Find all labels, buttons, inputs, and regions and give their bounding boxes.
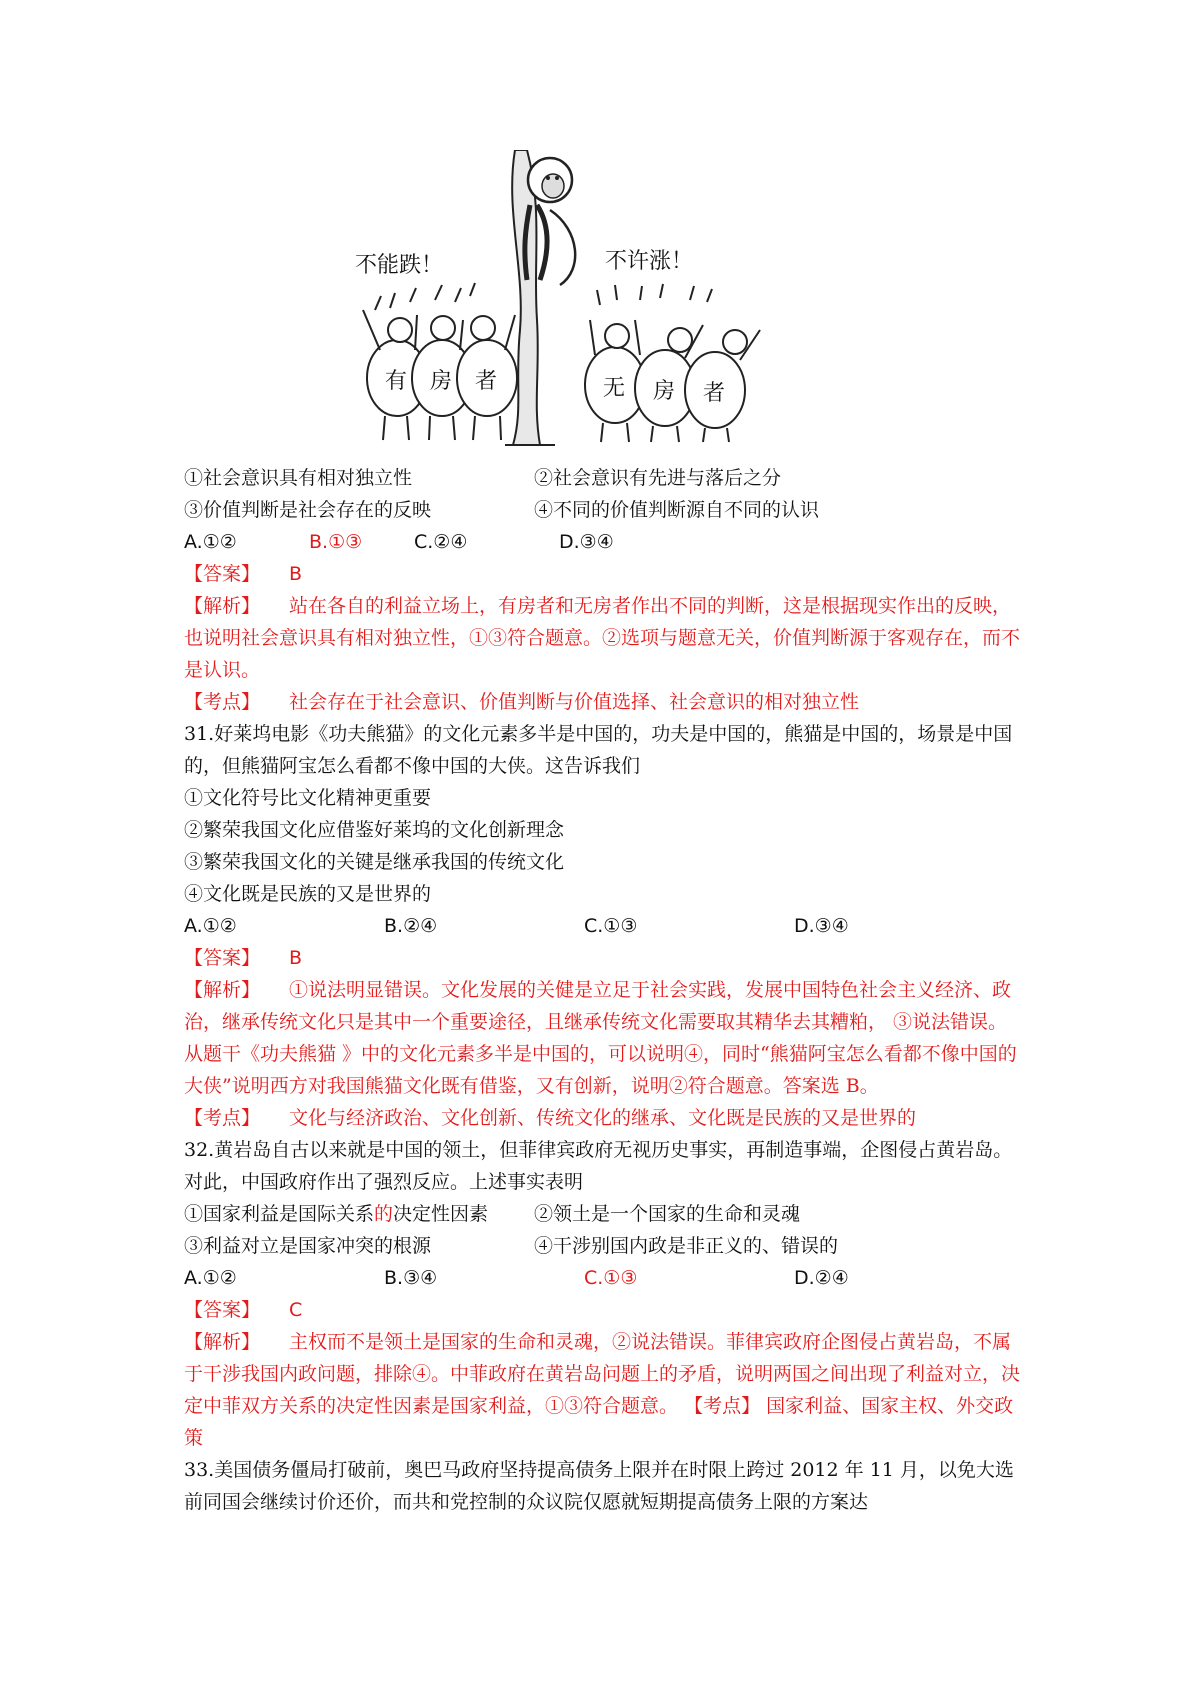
q31-choices: [184, 910, 1024, 942]
answer-value: B: [289, 947, 303, 969]
q30-option-4: ④不同的价值判断源自不同的认识: [534, 499, 820, 521]
q31-analysis: [184, 974, 1024, 1102]
q32-option-3: ③利益对立是国家冲突的根源: [184, 1235, 432, 1257]
point-text: 社会存在于社会意识、价值判断与价值选择、社会意识的相对独立性: [289, 691, 860, 713]
analysis-tag: 【解析】: [184, 1331, 261, 1353]
q32-stem: 32.黄岩岛自古以来就是中国的领土，但菲律宾政府无视历史事实，再制造事端，企图侵占黄岩岛。对此，中国政府作出了强烈反应。上述事实表明: [184, 1139, 1013, 1193]
analysis-tag: 【解析】: [184, 595, 261, 617]
q31-choice-d: D.③④: [794, 915, 849, 937]
q30-point: [184, 686, 1024, 718]
q32-answer: [184, 1294, 1024, 1326]
answer-value: B: [289, 563, 303, 585]
q32-option-2: ②领土是一个国家的生命和灵魂: [534, 1203, 801, 1225]
q31-stem: 31.好莱坞电影《功夫熊猫》的文化元素多半是中国的，功夫是中国的，熊猫是中国的，场景是中国的，但熊猫阿宝怎么看都不像中国的大侠。这告诉我们: [184, 723, 1013, 777]
q32-option-1-red: 的: [374, 1203, 394, 1225]
point-tag: 【考点】: [184, 1107, 261, 1129]
cartoon-left-text: 不能跌！: [355, 253, 444, 278]
q30-options-row-1: [184, 462, 1024, 494]
q30-option-1: ①社会意识具有相对独立性: [184, 467, 413, 489]
q32-analysis: [184, 1326, 1024, 1454]
q31-choice-b: B.②④: [384, 915, 438, 937]
answer-tag: 【答案】: [184, 1299, 261, 1321]
q32-options-row-1: [184, 1198, 1024, 1230]
q30-choice-a: A.①②: [184, 531, 237, 553]
cartoon-left-char-3: 者: [475, 369, 498, 394]
q31-option-1: ①文化符号比文化精神更重要: [184, 787, 432, 809]
q30-options-row-2: [184, 494, 1024, 526]
cartoon-left-char-1: 有: [385, 369, 408, 394]
cartoon-right-char-2: 房: [653, 379, 676, 404]
answer-value: C: [289, 1299, 303, 1321]
q33-stem: 33.美国债务僵局打破前，奥巴马政府坚持提高债务上限并在时限上跨过 2012 年 11 月，以免大选前同国会继续讨价还价，而共和党控制的众议院仅愿就短期提高债务上限的方案达: [184, 1459, 1014, 1513]
q31-choice-c: C.①③: [584, 915, 638, 937]
q32-choice-c: C.①③: [584, 1267, 638, 1289]
q32-choice-b: B.③④: [384, 1267, 438, 1289]
answer-tag: 【答案】: [184, 563, 261, 585]
q31-option-3: ③繁荣我国文化的关键是继承我国的传统文化: [184, 851, 565, 873]
q30-choice-d: D.③④: [559, 531, 614, 553]
cartoon-right-char-3: 者: [703, 381, 726, 406]
q32-option-1: [184, 1198, 534, 1230]
cartoon-right-char-1: 无: [603, 376, 626, 401]
q30-choice-b: B.①③: [309, 531, 363, 553]
q32-option-1-post: 决定性因素: [393, 1203, 489, 1225]
analysis-tag: 【解析】: [184, 979, 261, 1001]
q31-answer: [184, 942, 1024, 974]
q30-option-3: ③价值判断是社会存在的反映: [184, 499, 432, 521]
q32-options-row-2: [184, 1230, 1024, 1262]
cartoon-illustration: [355, 150, 850, 450]
answer-tag: 【答案】: [184, 947, 261, 969]
q30-option-2: ②社会意识有先进与落后之分: [534, 467, 782, 489]
point-tag: 【考点】: [684, 1395, 761, 1417]
analysis-text: ①说法明显错误。文化发展的关健是立足于社会实践，发展中国特色社会主义经济、政治，继承传统文化只是其中一个重要途径，且继承传统文化需要取其精华去其糟粕， ③说法错误。从题干《功夫熊猫 》中的文化元素多半是中国的，可以说明④，同时“熊猫阿宝怎么看都不像中国的大侠”说明西方对我国熊猫文化既有借鉴，又有创新，说明②符合题意。答案选 B。: [184, 979, 1017, 1097]
point-text: 文化与经济政治、文化创新、传统文化的继承、文化既是民族的又是世界的: [289, 1107, 917, 1129]
q30-choice-c: C.②④: [414, 531, 468, 553]
q32-choices: [184, 1262, 1024, 1294]
question-content: [184, 462, 1024, 1518]
analysis-text: 主权而不是领土是国家的生命和灵魂，②说法错误。菲律宾政府企图侵占黄岩岛，不属于干涉我国内政问题，排除④。中菲政府在黄岩岛问题上的矛盾，说明两国之间出现了利益对立，决定中菲双方关系的决定性因素是国家利益，①③符合题意。: [184, 1331, 1021, 1417]
q32-option-1-pre: ①国家利益是国际关系: [184, 1203, 375, 1225]
point-tag: 【考点】: [184, 691, 261, 713]
q32-choice-a: A.①②: [184, 1267, 237, 1289]
cartoon-left-char-2: 房: [430, 369, 453, 394]
cartoon-right-text: 不许涨！: [605, 249, 694, 274]
q31-point: [184, 1102, 1024, 1134]
q30-answer: [184, 558, 1024, 590]
q30-choices: [184, 526, 1024, 558]
q32-option-4: ④干涉别国内政是非正义的、错误的: [534, 1235, 839, 1257]
q30-analysis: [184, 590, 1024, 686]
q32-choice-d: D.②④: [794, 1267, 849, 1289]
q31-option-4: ④文化既是民族的又是世界的: [184, 883, 432, 905]
q31-option-2: ②繁荣我国文化应借鉴好莱坞的文化创新理念: [184, 819, 565, 841]
q31-choice-a: A.①②: [184, 915, 237, 937]
analysis-text: 站在各自的利益立场上，有房者和无房者作出不同的判断，这是根据现实作出的反映，也说明社会意识具有相对独立性，①③符合题意。②选项与题意无关，价值判断源于客观存在，而不是认识。: [184, 595, 1021, 681]
point-text: 国家利益、国家主权、外交政策: [184, 1395, 1014, 1449]
